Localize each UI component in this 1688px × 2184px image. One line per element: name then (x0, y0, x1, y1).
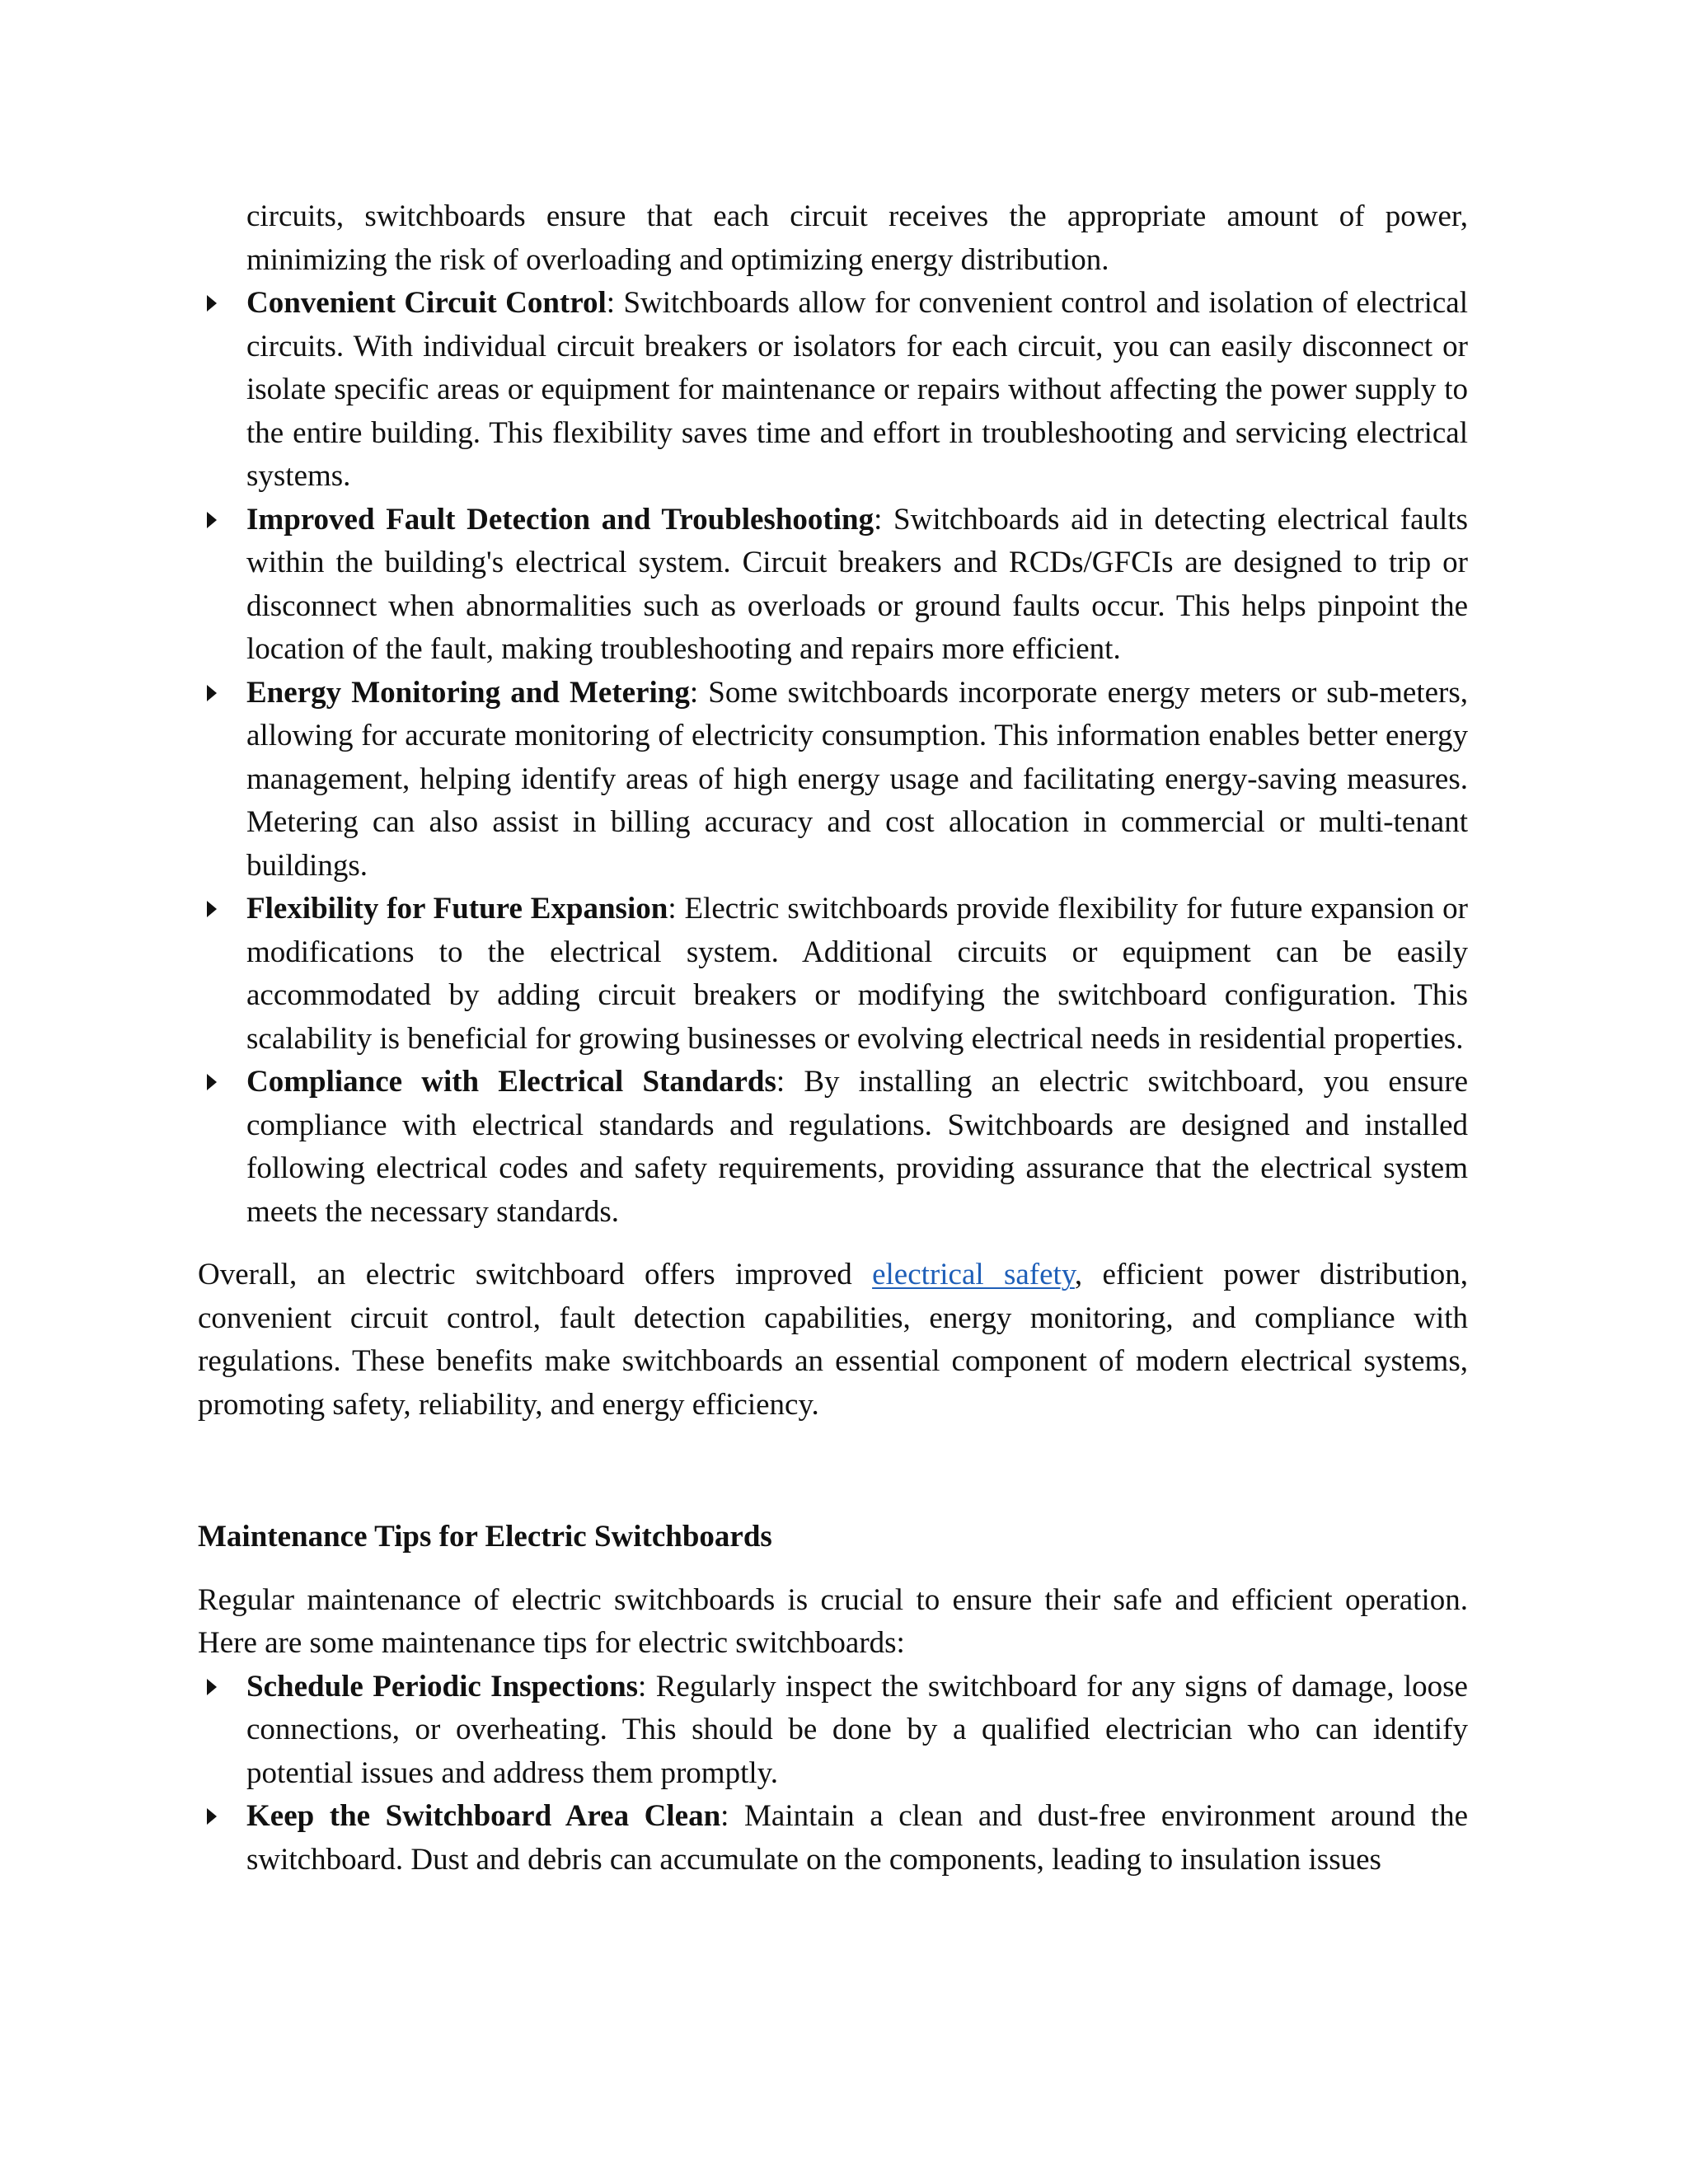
list-item-text: : Electric switchboards provide flexibility for future expansion or modifications to the electrical system. Additional circuits or equipment can be easily accommodated by adding circuit breakers or modifying the switchboard configuration. This scalability is beneficial for growing businesses or evolving electrical needs in residential properties. (246, 892, 1468, 1056)
list-item-title: Compliance with Electrical Standards (246, 1065, 776, 1099)
list-item-title: Improved Fault Detection and Troubleshooting (246, 502, 874, 537)
right-triangle-bullet-icon (207, 888, 230, 930)
right-triangle-bullet-icon (207, 282, 230, 325)
right-triangle-bullet-icon (207, 1795, 230, 1838)
list-item-text: : Maintain a clean and dust-free environment around the switchboard. Dust and debris can accumulate on the components, leading to insulation issues (246, 1799, 1468, 1877)
list-item-text: : Switchboards allow for convenient control and isolation of electrical circuits. With individual circuit breakers or isolators for each circuit, you can easily disconnect or isolate specific areas or equipment for maintenance or repairs without affecting the power supply to the entire building. This flexibility saves time and effort in troubleshooting and servicing electrical systems. (246, 286, 1468, 493)
electrical-safety-link[interactable]: electrical safety (872, 1258, 1075, 1291)
list-item-text: : By installing an electric switchboard, you ensure compliance with electrical standards and regulations. Switchboards are designed and installed following electrical codes and safety requirements, providing assurance that the electrical system meets the necessary standards. (246, 1065, 1468, 1229)
list-item-title: Energy Monitoring and Metering (246, 675, 690, 710)
continuation-paragraph: circuits, switchboards ensure that each circuit receives the appropriate amount of power, minimizing the risk of overloading and optimizing energy distribution. (246, 199, 1468, 277)
right-triangle-bullet-icon (207, 1666, 230, 1708)
list-item-improved-fault-detection (198, 499, 1468, 672)
maintenance-tips-list (198, 1666, 1468, 1882)
list-item-compliance-standards (198, 1061, 1468, 1234)
summary-paragraph (198, 1254, 1468, 1427)
list-item-schedule-inspections (198, 1666, 1468, 1796)
list-item-text: : Regularly inspect the switchboard for any signs of damage, loose connections, or overheating. This should be done by a qualified electrician who can identify potential issues and address them promptly. (246, 1669, 1468, 1790)
section-heading: Maintenance Tips for Electric Switchboards (198, 1520, 772, 1554)
page-content (198, 195, 1468, 1882)
right-triangle-bullet-icon (207, 1061, 230, 1104)
right-triangle-bullet-icon (207, 672, 230, 715)
list-item-text: : Switchboards aid in detecting electrical faults within the building's electrical system. Circuit breakers and RCDs/GFCIs are designed to trip or disconnect when abnormalities such as overloads or ground faults occur. This helps pinpoint the location of the fault, making troubleshooting and repairs more efficient. (246, 502, 1469, 666)
list-item-flexibility-future-expansion (198, 888, 1468, 1061)
benefits-list (198, 282, 1468, 1234)
list-item-text: : Some switchboards incorporate energy meters or sub-meters, allowing for accurate monitoring of electricity consumption. This information enables better energy management, helping identify areas of high energy usage and facilitating energy-saving measures. Metering can also assist in billing accuracy and cost allocation in commercial or multi-tenant buildings. (246, 675, 1468, 883)
list-item-keep-area-clean (198, 1795, 1468, 1882)
list-item-title: Flexibility for Future Expansion (246, 892, 668, 926)
list-item-title: Keep the Switchboard Area Clean (246, 1799, 721, 1833)
list-item-convenient-circuit-control (198, 282, 1468, 499)
summary-text-after: , efficient power distribution, convenient circuit control, fault detection capabilities, energy monitoring, and compliance with regulations. These benefits make switchboards an essential component of modern electrical systems, promoting safety, reliability, and energy efficiency. (198, 1258, 1468, 1422)
list-item-title: Schedule Periodic Inspections (246, 1669, 639, 1704)
list-item-title: Convenient Circuit Control (246, 286, 607, 320)
maintenance-intro: Regular maintenance of electric switchboards is crucial to ensure their safe and efficient operation. Here are some maintenance tips for electric switchboards: (198, 1582, 1468, 1660)
list-item-energy-monitoring (198, 672, 1468, 888)
summary-text-before: Overall, an electric switchboard offers improved (198, 1258, 873, 1291)
right-triangle-bullet-icon (207, 499, 230, 541)
